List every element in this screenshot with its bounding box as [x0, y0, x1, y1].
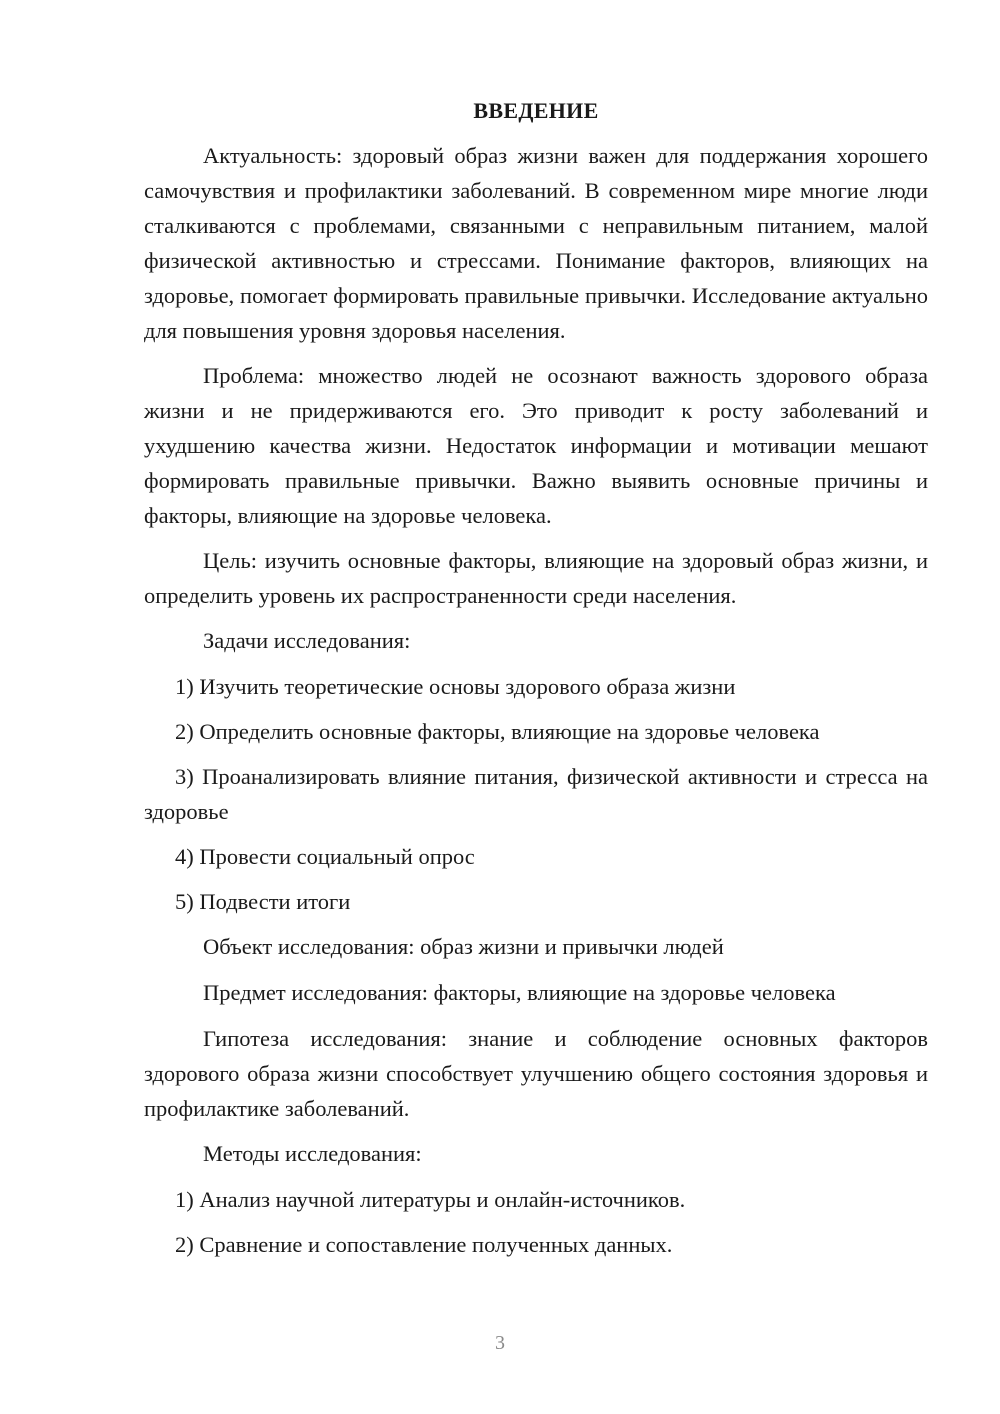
tasks-heading: Задачи исследования:: [203, 628, 411, 653]
task-item: 1) Изучить теоретические основы здорового образа жизни: [175, 674, 736, 699]
relevance-paragraph: Актуальность: здоровый образ жизни важен для поддержания хорошего самочувствия и профилактики заболеваний. В современном мире многие люди сталкиваются с проблемами, связанными с неправильным питанием, малой физической активностью и стрессами. Понимание факторов, влияющих на здоровье, помогает формировать правильные привычки. Исследование актуально для повышения уровня здоровья населения.: [144, 143, 928, 343]
object-paragraph: Объект исследования: образ жизни и привычки людей: [203, 934, 724, 959]
task-item: 5) Подвести итоги: [175, 889, 351, 914]
methods-heading: Методы исследования:: [203, 1141, 422, 1166]
method-item: 2) Сравнение и сопоставление полученных данных.: [175, 1232, 673, 1257]
task-item: 2) Определить основные факторы, влияющие на здоровье человека: [175, 719, 820, 744]
method-item: 1) Анализ научной литературы и онлайн-источников.: [175, 1187, 686, 1212]
task-item: 3) Проанализировать влияние питания, физической активности и стресса на здоровье: [144, 764, 928, 824]
page-number: 3: [495, 1332, 505, 1354]
subject-paragraph: Предмет исследования: факторы, влияющие на здоровье человека: [203, 980, 836, 1005]
goal-paragraph: Цель: изучить основные факторы, влияющие на здоровый образ жизни, и определить уровень их распространенности среди населения.: [144, 548, 928, 608]
hypothesis-paragraph: Гипотеза исследования: знание и соблюдение основных факторов здорового образа жизни способствует улучшению общего состояния здоровья и профилактике заболеваний.: [144, 1026, 928, 1121]
problem-paragraph: Проблема: множество людей не осознают важность здорового образа жизни и не придерживаются его. Это приводит к росту заболеваний и ухудшению качества жизни. Недостаток информации и мотивации мешают формировать правильные привычки. Важно выявить основные причины и факторы, влияющие на здоровье человека.: [144, 363, 928, 528]
document-page: [144, 96, 928, 1272]
section-heading: ВВЕДЕНИЕ: [473, 98, 599, 123]
task-item: 4) Провести социальный опрос: [175, 844, 475, 869]
